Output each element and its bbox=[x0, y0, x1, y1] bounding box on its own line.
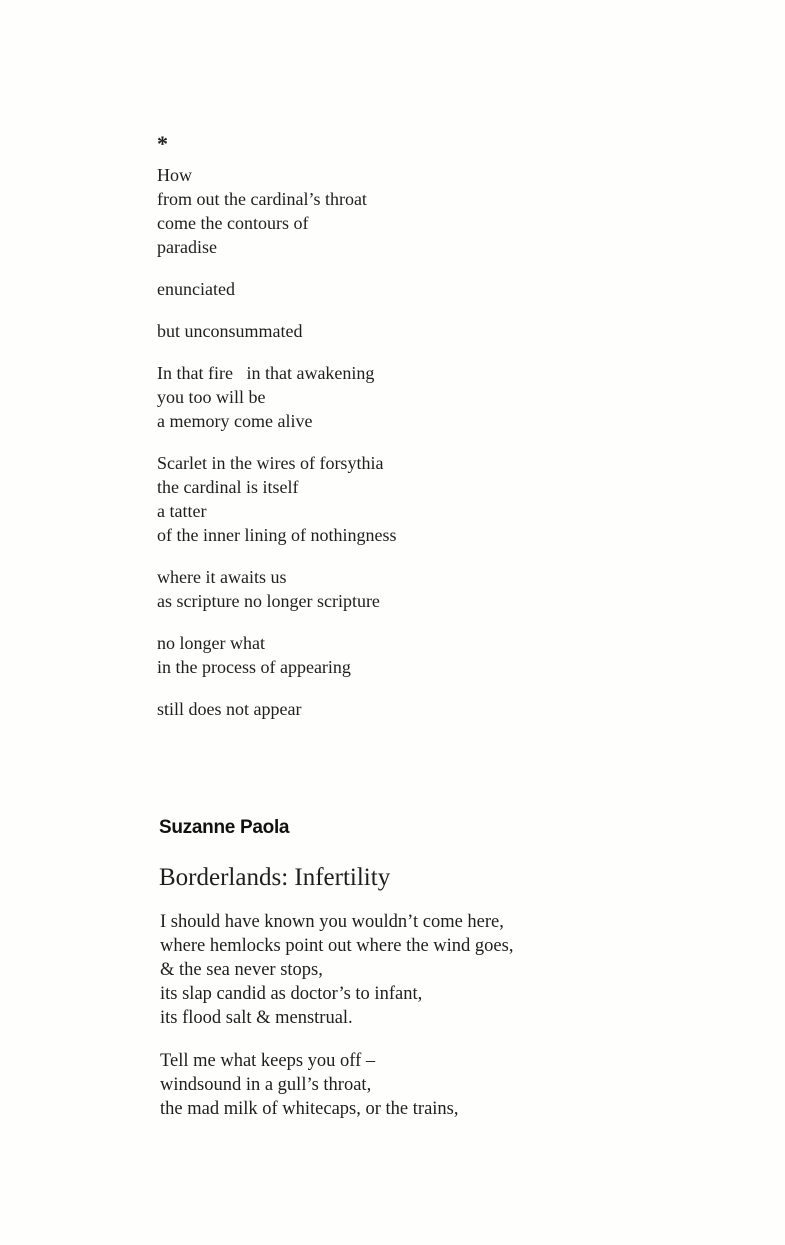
poem-line: no longer what bbox=[157, 633, 265, 653]
poem-line: as scripture no longer scripture bbox=[157, 591, 380, 611]
stanza bbox=[157, 451, 617, 547]
poem-line: a tatter bbox=[157, 501, 207, 521]
poem-line: Tell me what keeps you off – bbox=[160, 1051, 376, 1071]
poem-continued bbox=[157, 133, 617, 739]
poem-line: the mad milk of whitecaps, or the trains, bbox=[160, 1099, 459, 1119]
poem-line: & the sea never stops, bbox=[160, 960, 323, 980]
stanza bbox=[157, 565, 617, 613]
poem-new bbox=[160, 910, 700, 1140]
poem-line: Scarlet in the wires of forsythia bbox=[157, 453, 384, 473]
poem-line: come the contours of bbox=[157, 213, 309, 233]
poem-line: still does not appear bbox=[157, 699, 302, 719]
stanza bbox=[157, 277, 617, 301]
poem-line: In that fire in that awakening bbox=[157, 363, 375, 383]
stanza bbox=[160, 910, 700, 1030]
stanza bbox=[157, 319, 617, 343]
poem-line: in the process of appearing bbox=[157, 657, 351, 677]
poem-line: enunciated bbox=[157, 279, 235, 299]
poem-body bbox=[157, 163, 617, 721]
poem-line: I should have known you wouldn’t come here, bbox=[160, 912, 504, 932]
stanza bbox=[160, 1049, 700, 1121]
stanza bbox=[157, 163, 617, 259]
poem-line: from out the cardinal’s throat bbox=[157, 189, 367, 209]
section-separator: * bbox=[157, 131, 168, 156]
stanza bbox=[157, 631, 617, 679]
poem-line: windsound in a gull’s throat, bbox=[160, 1075, 372, 1095]
poem-line: paradise bbox=[157, 237, 217, 257]
poem-title: Borderlands: Infertility bbox=[159, 864, 391, 891]
poem-line: its flood salt & menstrual. bbox=[160, 1008, 353, 1028]
author-name: Suzanne Paola bbox=[159, 817, 290, 838]
poem-line: the cardinal is itself bbox=[157, 477, 299, 497]
poem-line: How bbox=[157, 165, 192, 185]
poem-line: where it awaits us bbox=[157, 567, 287, 587]
stanza bbox=[157, 697, 617, 721]
stanza bbox=[157, 361, 617, 433]
poem-body bbox=[160, 910, 700, 1121]
poem-line: but unconsummated bbox=[157, 321, 303, 341]
poem-line: a memory come alive bbox=[157, 411, 313, 431]
poem-line: where hemlocks point out where the wind goes, bbox=[160, 936, 514, 956]
poem-line: you too will be bbox=[157, 387, 266, 407]
poem-line: of the inner lining of nothingness bbox=[157, 525, 397, 545]
poem-line: its slap candid as doctor’s to infant, bbox=[160, 984, 423, 1004]
